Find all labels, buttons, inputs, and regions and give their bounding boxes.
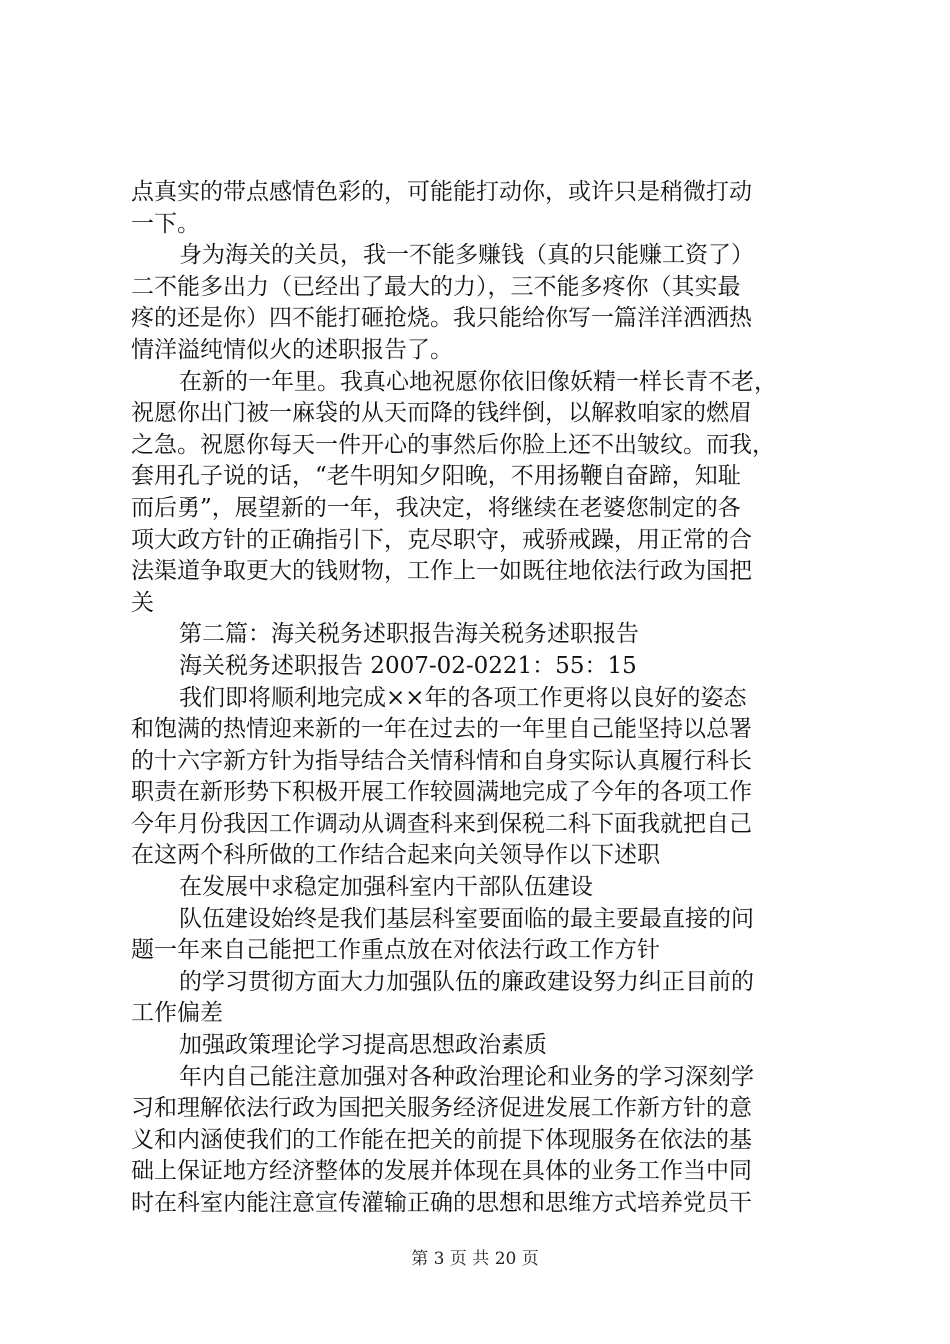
text-line: 套用孔子说的话，“老牛明知夕阳晚，不用扬鞭自奋蹄，知耻: [131, 463, 741, 490]
text-line: 关: [131, 589, 154, 616]
text-line: 项大政方针的正确指引下，克尽职守，戒骄戒躁，用正常的合: [131, 526, 752, 553]
text-line: 二不能多出力（已经出了最大的力），三不能多疼你（其实最: [131, 273, 741, 300]
text-line: 一下。: [131, 210, 200, 237]
text-line: 在发展中求稳定加强科室内干部队伍建设: [179, 874, 593, 901]
text-line: 职责在新形势下积极开展工作较圆满地完成了今年的各项工作: [131, 779, 752, 806]
text-line: 和饱满的热情迎来新的一年在过去的一年里自己能坚持以总署: [131, 716, 752, 743]
text-line: 加强政策理论学习提高思想政治素质: [179, 1032, 547, 1059]
text-line: 法渠道争取更大的钱财物，工作上一如既往地依法行政为国把: [131, 558, 752, 585]
text-line: 题一年来自己能把工作重点放在对依法行政工作方针: [131, 937, 660, 964]
text-line: 工作偏差: [131, 1000, 223, 1027]
document-body: [131, 177, 831, 1220]
text-line: 而后勇”，展望新的一年，我决定，将继续在老婆您制定的各: [131, 494, 741, 521]
text-line: 点真实的带点感情色彩的，可能能打动你，或许只是稍微打动: [131, 179, 752, 205]
text-line: 的学习贯彻方面大力加强队伍的廉政建设努力纠正目前的: [179, 968, 754, 995]
text-line: 在新的一年里。我真心地祝愿你依旧像妖精一样长青不老，: [179, 368, 777, 395]
text-line: 疼的还是你）四不能打砸抢烧。我只能给你写一篇洋洋洒洒热: [131, 305, 752, 332]
text-line: 情洋溢纯情似火的述职报告了。: [131, 336, 453, 363]
text-line: 队伍建设始终是我们基层科室要面临的最主要最直接的问: [179, 905, 754, 932]
text-line: 第二篇：海关税务述职报告海关税务述职报告: [179, 621, 639, 648]
text-line: 础上保证地方经济整体的发展并体现在具体的业务工作当中同: [131, 1158, 752, 1185]
text-line: 的十六字新方针为指导结合关情科情和自身实际认真履行科长: [131, 747, 752, 774]
text-line: 习和理解依法行政为国把关服务经济促进发展工作新方针的意: [131, 1095, 752, 1122]
text-line: 今年月份我因工作调动从调查科来到保税二科下面我就把自己: [131, 810, 752, 837]
text-line: 身为海关的关员，我一不能多赚钱（真的只能赚工资了）: [179, 242, 754, 269]
text-line: 祝愿你出门被一麻袋的从天而降的钱绊倒，以解救咱家的燃眉: [131, 400, 752, 427]
text-line: 年内自己能注意加强对各种政治理论和业务的学习深刻学: [179, 1063, 754, 1090]
text-line: 海关税务述职报告 2007-02-0221：55：15: [179, 652, 637, 679]
text-line: 义和内涵使我们的工作能在把关的前提下体现服务在依法的基: [131, 1126, 752, 1153]
page-footer: 第 3 页 共 20 页: [411, 1249, 539, 1269]
text-line: 我们即将顺利地完成××年的各项工作更将以良好的姿态: [179, 684, 747, 711]
text-line: 在这两个科所做的工作结合起来向关领导作以下述职: [131, 842, 660, 869]
text-line: 时在科室内能注意宣传灌输正确的思想和思维方式培养党员干: [131, 1190, 752, 1216]
text-line: 之急。祝愿你每天一件开心的事然后你脸上还不出皱纹。而我，: [131, 431, 775, 458]
